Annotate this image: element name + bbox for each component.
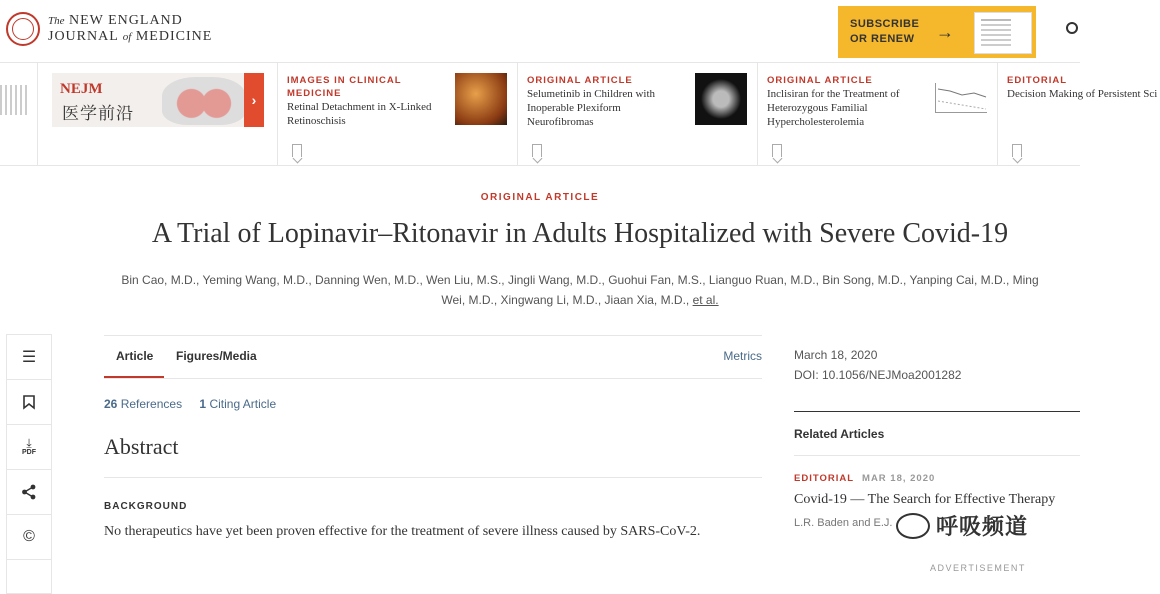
related-date: MAR 18, 2020 (862, 473, 936, 484)
card-category: ORIGINAL ARTICLE (767, 75, 873, 86)
bookmark-icon[interactable] (772, 144, 782, 157)
author-list (100, 270, 1060, 310)
wechat-watermark (896, 510, 1028, 541)
retina-image (455, 73, 507, 125)
article-title: A Trial of Lopinavir–Ritonavir in Adults Hospitalized with Severe Covid-19 (151, 218, 1009, 249)
download-pdf-button[interactable] (7, 425, 51, 470)
save-button[interactable] (7, 380, 51, 425)
citing-article-link[interactable] (199, 397, 276, 411)
section-divider (104, 477, 762, 478)
related-category: EDITORIAL (794, 473, 855, 484)
background-label: BACKGROUND (104, 501, 188, 512)
references-count: 26 (104, 397, 118, 411)
references-bar (104, 397, 276, 411)
card-title[interactable]: Retinal Detachment in X-Linked Retinoschisis (287, 101, 432, 127)
renew-label: OR RENEW (850, 33, 915, 45)
card-category: ORIGINAL ARTICLE (527, 75, 633, 86)
logo-the: The (48, 15, 65, 27)
doi-text[interactable]: DOI: 10.1056/NEJMoa2001282 (794, 368, 962, 382)
bookmark-icon[interactable] (532, 144, 542, 157)
journal-logo[interactable] (48, 13, 212, 45)
related-article-title[interactable]: Covid-19 — The Search for Effective Therapy (794, 492, 1056, 507)
metrics-link[interactable]: Metrics (723, 349, 762, 363)
authors-line-2[interactable]: Wei, M.D., Xingwang Li, M.D., Jiaan Xia, M.D., (441, 293, 690, 307)
article-tabs (104, 335, 762, 379)
wechat-logo-icon (896, 513, 930, 539)
bookmark-icon[interactable] (1012, 144, 1022, 157)
arrow-right-icon: → (936, 21, 954, 42)
chart-line-graphic (936, 83, 988, 113)
related-article-meta (794, 473, 935, 484)
nejm-seal-logo[interactable] (6, 12, 40, 46)
logo-line1: NEW ENGLAND (69, 13, 183, 28)
site-header (0, 0, 1080, 62)
card-title[interactable]: Decision Making of Persistent Sci (1007, 88, 1158, 100)
permissions-button[interactable] (7, 515, 51, 560)
related-articles-heading: Related Articles (794, 427, 885, 441)
advertisement-label: ADVERTISEMENT (930, 563, 1026, 573)
references-link[interactable] (104, 397, 182, 411)
table-of-contents-button[interactable] (7, 335, 51, 380)
banner-brand: NEJM (60, 81, 103, 97)
carousel-card[interactable] (518, 63, 758, 165)
subscribe-button[interactable] (838, 6, 1036, 58)
search-icon[interactable] (1066, 22, 1078, 34)
chart-thumbnail (0, 85, 30, 115)
authors-line-1[interactable]: Bin Cao, M.D., Yeming Wang, M.D., Danning Wen, M.D., Wen Liu, M.S., Jingli Wang, M.D., Guohui Fan, M.S., Lianguo Ruan, M.D., Bin Song, M.D., Yanping Cai, M.D., Ming (121, 273, 1039, 287)
download-icon: ⤓ (26, 436, 32, 450)
carousel-previous-card[interactable] (0, 63, 38, 165)
bookmark-icon (23, 395, 35, 409)
logo-of: of (122, 31, 132, 43)
watermark-text: 呼吸频道 (936, 514, 1029, 539)
card-category: IMAGES IN CLINICAL MEDICINE (287, 75, 402, 99)
tab-article[interactable]: Article (116, 349, 154, 363)
et-al-link[interactable]: et al. (692, 293, 719, 307)
carousel-card[interactable] (758, 63, 998, 165)
carousel-spacer (38, 63, 278, 165)
tab-figures-media[interactable]: Figures/Media (176, 349, 257, 363)
chevron-right-icon[interactable]: › (244, 73, 264, 127)
journal-cover-thumbnail (974, 12, 1032, 54)
background-text: No therapeutics have yet been proven effective for the treatment of severe illness caused by SARS-CoV-2. (104, 524, 701, 539)
share-button[interactable] (7, 470, 51, 515)
publication-date: March 18, 2020 (794, 348, 878, 362)
featured-carousel (0, 62, 1158, 166)
share-icon (21, 484, 37, 500)
copyright-icon: © (23, 528, 35, 545)
card-title[interactable]: Inclisiran for the Treatment of Heterozygous Familial Hypercholesterolemia (767, 88, 900, 128)
list-icon: ☰ (21, 349, 37, 366)
bookmark-icon[interactable] (292, 144, 302, 157)
carousel-card[interactable] (278, 63, 518, 165)
carousel-card[interactable] (998, 63, 1158, 165)
card-title[interactable]: Selumetinib in Children with Inoperable Plexiform Neurofibromas (527, 88, 656, 128)
pdf-label: PDF (22, 449, 36, 456)
mri-image (695, 73, 747, 125)
related-article-authors: L.R. Baden and E.J. (794, 517, 893, 529)
card-category: EDITORIAL (1007, 75, 1068, 86)
abstract-heading: Abstract (104, 434, 179, 459)
sidebar-divider (794, 411, 1080, 412)
references-label: References (120, 397, 183, 411)
citing-label: Citing Article (209, 397, 277, 411)
article-tools-rail (6, 334, 52, 594)
line-chart-thumbnail (935, 83, 987, 113)
citing-count: 1 (199, 397, 207, 411)
subscribe-label: SUBSCRIBE (850, 18, 920, 30)
banner-chinese-title: 医学前沿 (62, 104, 134, 123)
article-type-label: ORIGINAL ARTICLE (480, 192, 600, 203)
logo-journal: JOURNAL (48, 29, 119, 44)
logo-medicine: MEDICINE (135, 29, 213, 44)
sidebar-divider (794, 455, 1080, 456)
